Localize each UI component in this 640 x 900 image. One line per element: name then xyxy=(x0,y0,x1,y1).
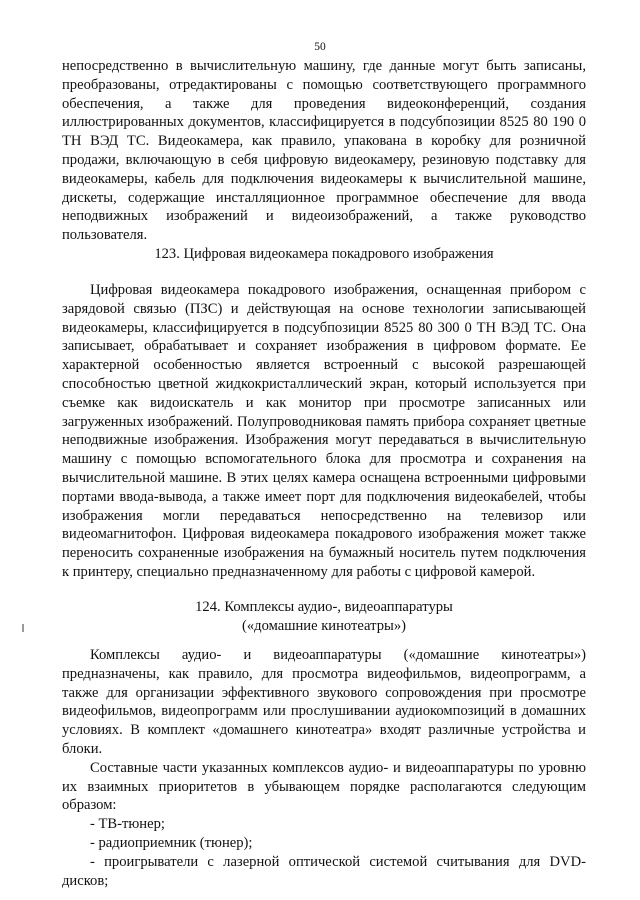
section-heading-line: 124. Комплексы аудио-, видеоаппаратуры xyxy=(195,599,453,615)
list-item: - проигрыватели с лазерной оптической системой считывания для DVD-дисков; xyxy=(62,853,586,889)
margin-mark xyxy=(22,624,24,632)
section-heading-123: 123. Цифровая видеокамера покадрового изображения xyxy=(154,246,494,262)
paragraph: Составные части указанных комплексов аудио- и видеоаппаратуры по уровню их взаимных приоритетов в убывающем порядке располагаются следующим образом: xyxy=(62,759,586,814)
list-item: - радиоприемник (тюнер); xyxy=(90,834,253,851)
section-heading-line: («домашние кинотеатры») xyxy=(242,618,406,634)
paragraph: Цифровая видеокамера покадрового изображения, оснащенная прибором с зарядовой связью (ПЗС) и действующая на основе технологии записывающей видеокамеры, классифицируется в подсубпозиции 8525 80 300 0 ТН ВЭД ТС. Она записывает, обрабатывает и сохраняет изображения в цифровом формате. Ее характерной особенностью является встроенный с высокой разрешающей способностью цветной жидкокристаллический экран, который используется при съемке как видоискатель и как монитор при просмотре записанных или загруженных изображений. Полупроводниковая память прибора сохраняет цветные неподвижные изображения. Изображения могут передаваться в вычислительную машину с помощью вспомогательного блока для просмотра и сохранения на вычислительной машине. В этих целях камера оснащена встроенными цифровыми портами ввода-вывода, а также имеет порт для подключения видеокабелей, чтобы изображения могли передаваться непосредственно на телевизор или видеомагнитофон. Цифровая видеокамера покадрового изображения может также переносить сохраненные изображения на бумажный носитель путем подключения к принтеру, специально предназначенному для работы с цифровой камерой. xyxy=(62,282,586,580)
paragraph: Комплексы аудио- и видеоаппаратуры («домашние кинотеатры») предназначены, как правило, для просмотра видеофильмов, видеопрограмм, а также для организации эффективного звукового сопровождения при просмотре видеофильмов, видеопрограмм или прослушивании аудиокомпозиций в домашних условиях. В комплект «домашнего кинотеатра» входят различные устройства и блоки. xyxy=(62,647,586,757)
paragraph: непосредственно в вычислительную машину, где данные могут быть записаны, преобразованы, отредактированы с помощью соответствующего программного обеспечения, а также для проведения видеоконференций, создания иллюстрированных документов, классифицируется в подсубпозиции 8525 80 190 0 ТН ВЭД ТС. Видеокамера, как правило, упакована в коробку для розничной продажи, включающую в себя цифровую видеокамеру, резиновую подставку для видеокамеры, кабель для подключения видеокамеры к вычислительной машине, дискеты, содержащие инсталляционное программное обеспечение для ввода неподвижных изображений и видеоизображений, а также руководство пользователя. xyxy=(62,58,586,244)
list-item: - ТВ-тюнер; xyxy=(90,816,165,833)
section-124-body xyxy=(62,646,586,890)
continuation-block xyxy=(62,57,586,245)
section-123-body xyxy=(62,281,586,582)
section-heading-124 xyxy=(62,598,586,636)
page-number: 50 xyxy=(314,41,326,53)
